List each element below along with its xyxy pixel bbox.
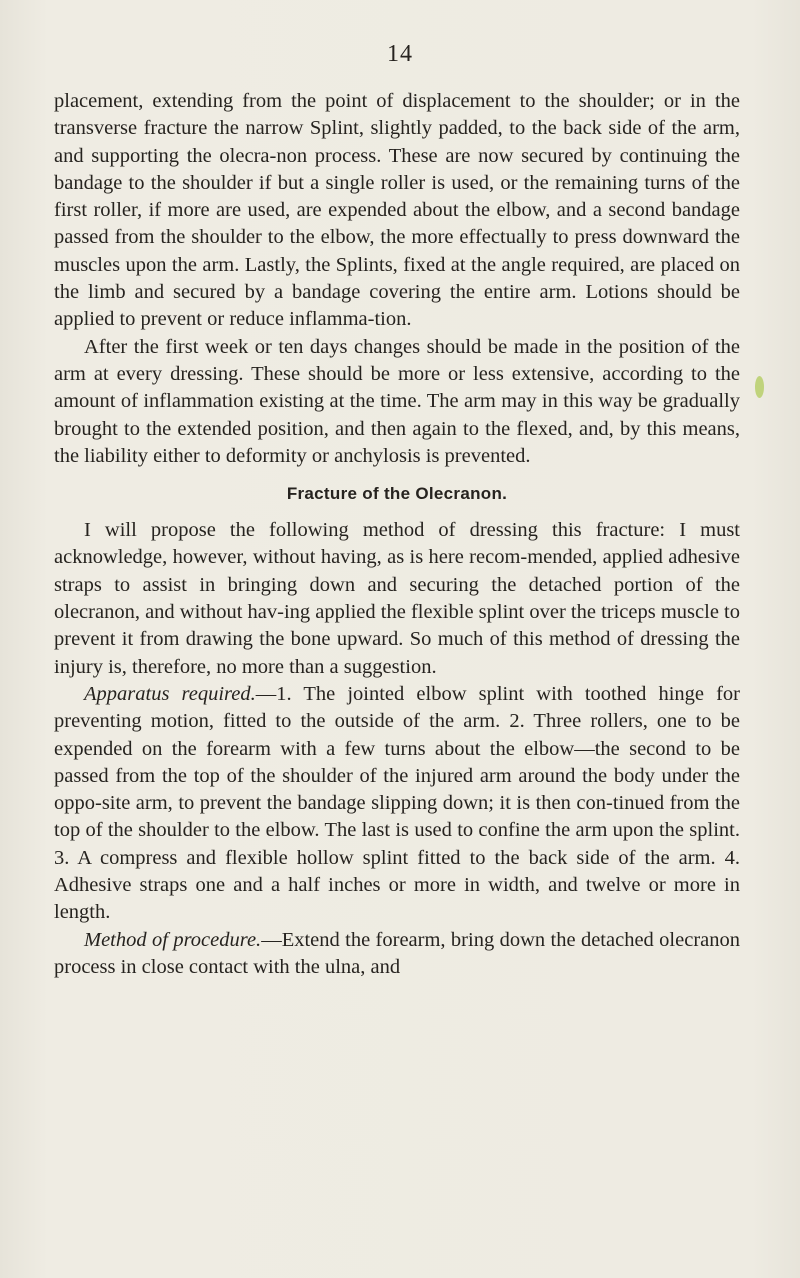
paragraph-method-of-procedure — [54, 927, 740, 982]
page-body — [54, 88, 740, 981]
apparatus-lead: Apparatus required. — [84, 682, 256, 705]
section-heading: Fracture of the Olecranon. — [286, 484, 508, 504]
paragraph-splint-placement: placement, extending from the point of displacement to the shoulder; or in the transverse fracture the narrow Splint, slightly padded, to the back side of the arm, and supporting the olecra-non process. These are now secured by continuing the bandage to the shoulder if but a single roller is used, or the remaining turns of the first roller, if more are used, are expended about the elbow, and a second bandage passed from the shoulder to the elbow, the more effectually to press downward the muscles upon the arm. Lastly, the Splints, fixed at the angle required, are placed on the limb and secured by a bandage covering the entire arm. Lotions should be applied to prevent or reduce inflamma-tion. — [54, 90, 740, 331]
apparatus-text: —1. The jointed elbow splint with toothed hinge for preventing motion, fitted to the outside of the arm. 2. Three rollers, one to be expended on the forearm with a few turns about the elbow—the second to be passed from the top of the shoulder of the injured arm around the body under the oppo-site arm, to prevent the bandage slipping down; it is then con-tinued from the top of the shoulder to the elbow. The last is used to confine the arm upon the splint. 3. A compress and flexible hollow splint fitted to the back side of the arm. 4. Adhesive straps one and a half inches or more in width, and twelve or more in length. — [54, 682, 740, 924]
page-stain-mark — [755, 376, 764, 398]
paragraph-dressing-changes: After the first week or ten days changes should be made in the position of the arm at every dressing. These should be more or less extensive, according to the amount of inflammation existing at the time. The arm may in this way be gradually brought to the extended position, and then again to the flexed, and, by this means, the liability either to deformity or anchylosis is prevented. — [54, 335, 740, 467]
procedure-text: —Extend the forearm, bring down the detached olecranon process in close contact with the ulna, and — [54, 928, 740, 978]
page-number: 14 — [387, 41, 413, 67]
paragraph-proposed-method: I will propose the following method of dressing this fracture: I must acknowledge, however, without having, as is here recom-mended, applied adhesive straps to assist in bringing down and securing the detached portion of the olecranon, and without hav-ing applied the flexible splint over the triceps muscle to prevent it from drawing the bone upward. So much of this method of dressing the injury is, therefore, no more than a suggestion. — [54, 519, 740, 678]
procedure-lead: Method of procedure. — [84, 928, 262, 951]
paragraph-apparatus-required — [54, 681, 740, 927]
